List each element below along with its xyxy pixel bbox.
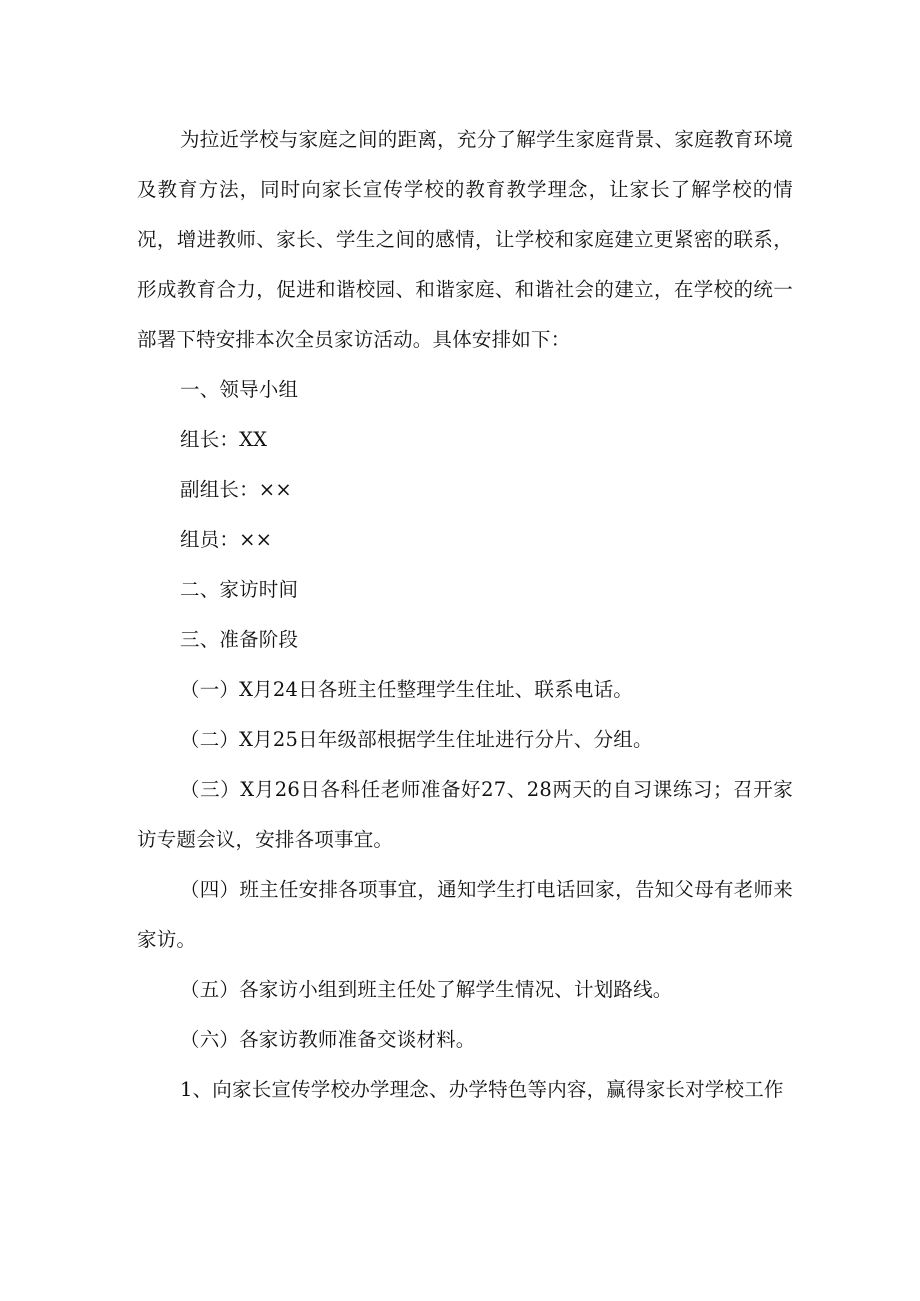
prep-item-3: （三）X月26日各科任老师准备好27、28两天的自习课练习；召开家访专题会议，安排各项事宜。	[137, 778, 793, 851]
prep-item-5: （五）各家访小组到班主任处了解学生情况、计划路线。	[180, 978, 673, 1001]
group-leader-line: 组长：XX	[180, 428, 268, 451]
section-heading-leadership-group: 一、领导小组	[180, 378, 299, 401]
prep-item-2: （二）X月25日年级部根据学生住址进行分片、分组。	[180, 728, 653, 751]
section-heading-preparation: 三、准备阶段	[180, 628, 299, 651]
prep-item-4: （四）班主任安排各项事宜，通知学生打电话回家，告知父母有老师来家访。	[137, 878, 793, 951]
members-line: 组员：××	[180, 528, 273, 551]
prep-item-6: （六）各家访教师准备交谈材料。	[180, 1028, 476, 1051]
intro-paragraph: 为拉近学校与家庭之间的距离，充分了解学生家庭背景、家庭教育环境及教育方法，同时向家长宣传学校的教育教学理念，让家长了解学校的情况，增进教师、家长、学生之间的感情，让学校和家庭建立更紧密的联系，形成教育合力，促进和谐校园、和谐家庭、和谐社会的建立，在学校的统一部署下特安排本次全员家访活动。具体安排如下：	[137, 128, 793, 351]
prep-item-1: （一）X月24日各班主任整理学生住址、联系电话。	[180, 678, 633, 701]
deputy-leader-line: 副组长：××	[180, 478, 292, 501]
numbered-point-1: 1、向家长宣传学校办学理念、办学特色等内容，赢得家长对学校工作	[180, 1078, 784, 1101]
section-heading-visit-time: 二、家访时间	[180, 578, 299, 601]
document-body	[137, 115, 793, 1115]
